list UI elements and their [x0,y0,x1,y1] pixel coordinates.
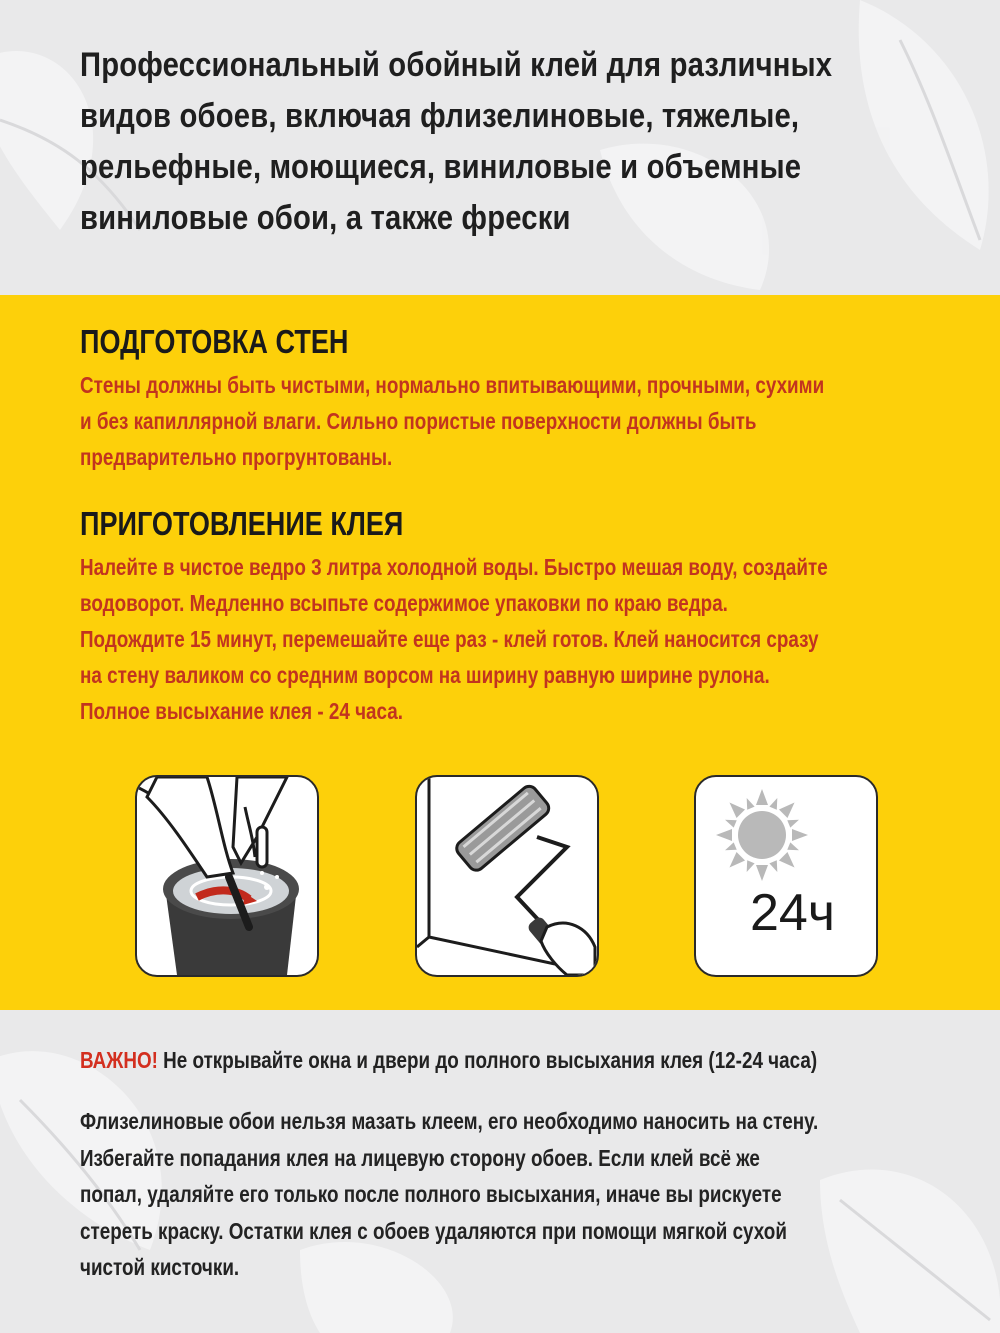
advice-line: Флизелиновые обои нельзя мазать клеем, его необходимо наносить на стену. [80,1108,819,1134]
step-roller-card [415,775,599,977]
mixing-bucket-icon [137,777,317,975]
walls-line: и без капиллярной влаги. Сильно пористые поверхности должны быть [80,408,757,434]
glue-text [80,549,925,729]
walls-line: предварительно прогрунтованы. [80,444,393,470]
glue-line: Полное высыхание клея - 24 часа. [80,698,403,724]
advice-line: чистой кисточки. [80,1254,240,1280]
step-mixing-card [135,775,319,977]
intro-line: Профессиональный обойный клей для различных [80,46,833,84]
warning-label: ВАЖНО! [80,1047,158,1073]
intro-line: видов обоев, включая флизелиновые, тяжелые, [80,97,800,135]
advice-line: стереть краску. Остатки клея с обоев удаляются при помощи мягкой сухой [80,1217,787,1244]
advice-line: попал, удаляйте его только после полного высыхания, иначе вы рискуете [80,1181,782,1207]
advice-text [80,1103,925,1286]
glue-title: ПРИГОТОВЛЕНИЕ КЛЕЯ [80,505,404,542]
glue-line: Подождите 15 минут, перемешайте еще раз - клей готов. Клей наносится сразу [80,626,819,652]
important-note [80,1047,817,1074]
intro-line: рельефные, моющиеся, виниловые и объемные [80,148,802,186]
walls-line: Стены должны быть чистыми, нормально впитывающими, прочными, сухими [80,372,825,398]
advice-line: Избегайте попадания клея на лицевую сторону обоев. Если клей всё же [80,1144,760,1171]
warning-text: Не открывайте окна и двери до полного высыхания клея (12-24 часа) [157,1047,818,1073]
sun-icon [696,777,876,975]
paint-roller-icon [417,777,597,975]
glue-line: на стену валиком со средним ворсом на ширину равную ширине рулона. [80,662,770,688]
intro-text [80,40,940,244]
drying-time-label: 24ч [750,884,835,942]
intro-line: виниловые обои, а также фрески [80,199,571,237]
glue-line: Налейте в чистое ведро 3 литра холодной воды. Быстро мешая воду, создайте [80,554,828,580]
step-drying-card [694,775,878,977]
glue-line: водоворот. Медленно всыпьте содержимое упаковки по краю ведра. [80,590,728,616]
walls-title: ПОДГОТОВКА СТЕН [80,323,349,360]
walls-text [80,367,925,475]
